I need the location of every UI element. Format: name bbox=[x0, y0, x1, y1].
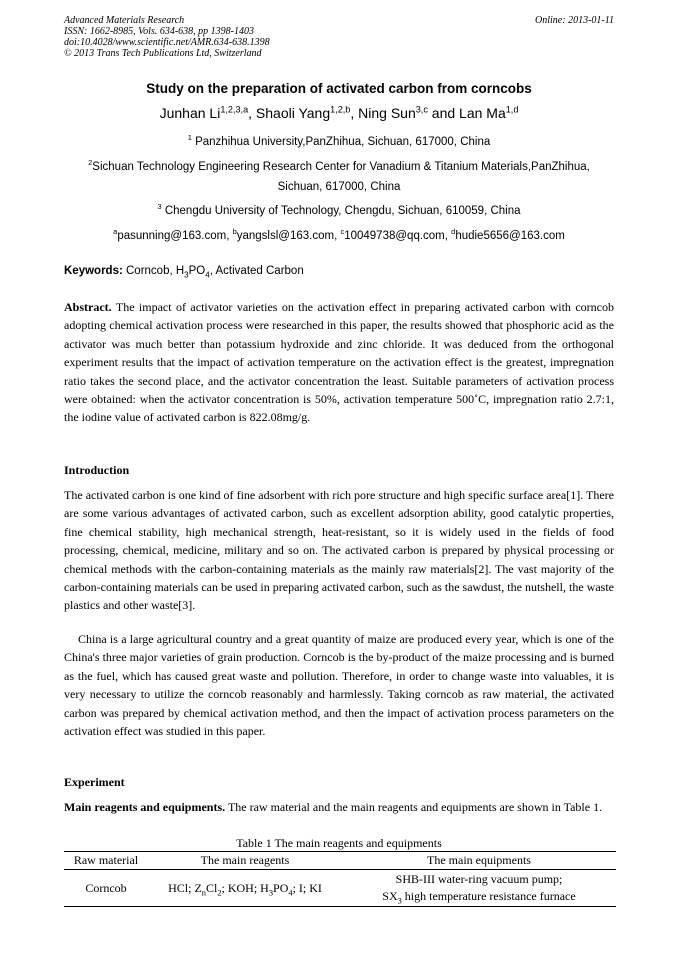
email-sup: a bbox=[113, 227, 118, 237]
affiliation-text: Panzhihua University,PanZhihua, Sichuan, 617000, China bbox=[195, 136, 491, 148]
journal-header bbox=[64, 15, 270, 59]
table-header-cell: The main equipments bbox=[342, 852, 616, 870]
email-link[interactable]: pasunning@163.com bbox=[117, 230, 227, 242]
journal-copyright: © 2013 Trans Tech Publications Ltd, Switzerland bbox=[64, 48, 262, 59]
email-link[interactable]: hudie5656@163.com bbox=[455, 230, 565, 242]
introduction-paragraph-1: The activated carbon is one kind of fine adsorbent with rich pore structure and high specific surface area[1]. There are some various advantages of activated carbon, such as excellent adsorption ability, good catalytic properties, fine chemical stability, high mechanical strength, heat-resistant, so it is widely used in the fields of food processing, chemical, medicine, military and so on. The activated carbon is prepared by physical processing or chemical methods with the carbon-containing materials as the mainly raw materials[2]. The vast majority of the carbon-containing materials can be used in preparing activated carbon, such as the sawdust, the nutshell, the waste plastics and other waste[3]. bbox=[64, 488, 614, 613]
equipment-line: $SX_3$ high temperature resistance furnace bbox=[382, 889, 576, 906]
introduction-paragraph-2: China is a large agricultural country and a great quantity of maize are produced every year, which is one of the China's three major varieties of grain production. Corncob is the by-product of the maize processing and is burned as the fuel, which has caused great waste and pollution. Therefore, in order to change waste into valuables, it is very necessary to utilize the corncob reasonably and harmlessly. Taking corncob as raw material, the activated carbon was prepared by chemical activation method, and then the impact of activation process parameters on the activation effect was studied in this paper. bbox=[64, 632, 614, 739]
abstract-label: Abstract. bbox=[64, 300, 112, 314]
table-header-row bbox=[64, 852, 616, 870]
affiliation-text: Sichuan Technology Engineering Research Center for Vanadium & Titanium Materials,PanZhihua, bbox=[92, 161, 590, 173]
paper-title: Study on the preparation of activated carbon from corncobs bbox=[146, 81, 532, 96]
table-cell-raw-material: Corncob bbox=[64, 870, 148, 907]
journal-doi: doi:10.4028/www.scientific.net/AMR.634-638.1398 bbox=[64, 37, 270, 48]
author-affil-sup: 1,2,b bbox=[330, 104, 351, 115]
keywords-text: , Activated Carbon bbox=[209, 265, 304, 277]
keywords-line bbox=[64, 265, 304, 280]
keywords-subscript: 3 bbox=[184, 270, 189, 280]
affiliation-3 bbox=[0, 201, 678, 221]
author-affil-sup: 1,2,3,a bbox=[220, 104, 249, 115]
equipment-line: SHB-III water-ring vacuum pump; bbox=[395, 872, 563, 886]
subsection-text: The raw material and the main reagents and equipments are shown in Table 1. bbox=[227, 800, 603, 814]
author-affil-sup: 1,d bbox=[505, 104, 519, 115]
email-sup: b bbox=[232, 227, 237, 237]
keywords-label: Keywords: bbox=[64, 265, 123, 277]
table-header-cell: Raw material bbox=[64, 852, 148, 870]
author-name: Shaoli Yang bbox=[255, 105, 331, 121]
affiliation-number: 2 bbox=[88, 158, 93, 168]
affiliation-number: 1 bbox=[187, 133, 192, 143]
email-link[interactable]: yangslsl@163.com bbox=[236, 230, 335, 242]
introduction-heading: Introduction bbox=[64, 463, 130, 477]
keywords-text: PO bbox=[188, 265, 206, 277]
experiment-heading: Experiment bbox=[64, 775, 125, 789]
email-link[interactable]: 10049738@qq.com bbox=[344, 230, 445, 242]
affiliation-text: Chengdu University of Technology, Chengdu, Sichuan, 610059, China bbox=[164, 205, 521, 217]
journal-name: Advanced Materials Research bbox=[64, 15, 185, 26]
author-name: Lan Ma bbox=[459, 105, 506, 121]
author-separator: , bbox=[350, 105, 359, 121]
subsection-label: Main reagents and equipments. bbox=[64, 800, 226, 814]
author-list bbox=[0, 105, 678, 121]
author-name: Junhan Li bbox=[159, 105, 221, 121]
table-caption: Table 1 The main reagents and equipments bbox=[236, 836, 442, 850]
journal-issn: ISSN: 1662-8985, Vols. 634-638, pp 1398-1403 bbox=[64, 26, 254, 37]
email-list: $^a$pasunning@163.com, $^b$yangslsl@163.com, $^c$10049738@qq.com, $^d$hudie5656@163.com bbox=[113, 227, 565, 242]
abstract-text: The impact of activator varieties on the activation effect in preparing activated carbon with corncob adopting chemical activation process were researched in this paper, the results showed that phosphoric acid as the activator was much better than potassium hydroxide and zinc chloride. It was deduced from the orthogonal experiment results that the impact of activation temperature on the activation effect is the greatest, impregnation ratio takes the second place, and the activator concentration the least. Suitable parameters of activation process were obtained: when the activator concentration is 50%, activation temperature 500˚C, impregnation ratio 2.7:1, the iodine value of activated carbon is 822.08mg/g. bbox=[64, 300, 614, 425]
keywords-subscript: 4 bbox=[205, 270, 210, 280]
email-sup: c bbox=[340, 227, 345, 237]
affiliation-number: 3 bbox=[157, 202, 162, 212]
author-affil-sup: 3,c bbox=[415, 104, 428, 115]
table-header-cell: The main reagents bbox=[148, 852, 342, 870]
table-row bbox=[64, 870, 616, 907]
affiliation-text: Sichuan, 617000, China bbox=[277, 181, 401, 193]
online-date: Online: 2013-01-11 bbox=[535, 15, 614, 26]
author-and: and bbox=[427, 105, 460, 121]
email-sup: d bbox=[451, 227, 456, 237]
author-separator: , bbox=[248, 105, 256, 121]
affiliation-1 bbox=[0, 132, 678, 152]
reagents-table bbox=[64, 851, 616, 907]
table-cell-equipments bbox=[342, 870, 616, 907]
keywords-text: Corncob, H bbox=[122, 265, 185, 277]
experiment-paragraph bbox=[64, 798, 614, 816]
author-name: Ning Sun bbox=[358, 105, 416, 121]
abstract bbox=[64, 298, 614, 427]
table-cell-reagents: HCl; $Z_nCl_2$; KOH; $H_3PO_4$; I; KI bbox=[148, 870, 342, 907]
affiliation-2 bbox=[0, 157, 678, 197]
